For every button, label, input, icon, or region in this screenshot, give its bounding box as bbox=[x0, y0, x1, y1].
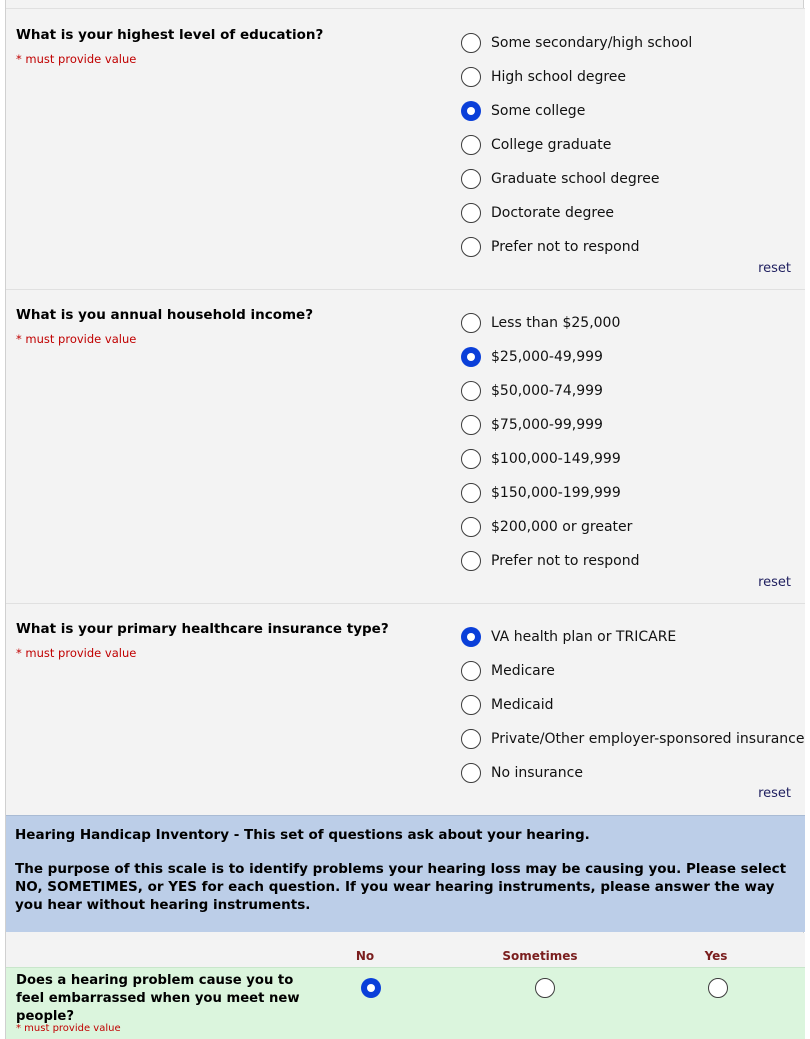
question-education bbox=[6, 8, 805, 289]
column-header-yes: Yes bbox=[704, 949, 728, 963]
reset-link[interactable]: reset bbox=[758, 786, 791, 801]
option-radio[interactable]: Some college bbox=[461, 100, 585, 122]
option-radio[interactable]: Less than $25,000 bbox=[461, 312, 620, 334]
radio-icon[interactable] bbox=[461, 517, 481, 537]
question-title: What is your primary healthcare insurance type? bbox=[16, 621, 389, 637]
option-radio[interactable]: No insurance bbox=[461, 762, 583, 784]
radio-selected-icon[interactable] bbox=[461, 627, 481, 647]
option-radio[interactable]: Graduate school degree bbox=[461, 168, 659, 190]
radio-icon[interactable] bbox=[461, 449, 481, 469]
option-radio[interactable]: Prefer not to respond bbox=[461, 236, 639, 258]
radio-icon[interactable] bbox=[461, 237, 481, 257]
option-radio[interactable]: $25,000-49,999 bbox=[461, 346, 603, 368]
radio-icon[interactable] bbox=[461, 135, 481, 155]
radio-icon[interactable] bbox=[461, 695, 481, 715]
option-radio[interactable]: VA health plan or TRICARE bbox=[461, 626, 676, 648]
option-radio[interactable]: Prefer not to respond bbox=[461, 550, 639, 572]
question-title: What is you annual household income? bbox=[16, 307, 314, 323]
matrix-header bbox=[6, 933, 805, 967]
matrix-question: Does a hearing problem cause you to feel embarrassed when you meet new people? bbox=[16, 973, 300, 1024]
radio-selected-icon[interactable] bbox=[461, 101, 481, 121]
option-radio[interactable]: Medicaid bbox=[461, 694, 554, 716]
radio-no-selected-icon[interactable] bbox=[361, 978, 381, 998]
option-radio[interactable]: $75,000-99,999 bbox=[461, 414, 603, 436]
radio-icon[interactable] bbox=[461, 313, 481, 333]
radio-icon[interactable] bbox=[461, 483, 481, 503]
reset-link[interactable]: reset bbox=[758, 261, 791, 276]
option-radio[interactable]: $100,000-149,999 bbox=[461, 448, 621, 470]
radio-icon[interactable] bbox=[461, 729, 481, 749]
radio-icon[interactable] bbox=[461, 67, 481, 87]
section-title: Hearing Handicap Inventory - This set of questions ask about your hearing. bbox=[15, 827, 590, 843]
required-note: * must provide value bbox=[16, 646, 137, 660]
radio-icon[interactable] bbox=[461, 763, 481, 783]
question-title: What is your highest level of education? bbox=[16, 27, 324, 43]
option-radio[interactable]: Doctorate degree bbox=[461, 202, 614, 224]
radio-icon[interactable] bbox=[461, 381, 481, 401]
column-header-no: No bbox=[355, 949, 375, 963]
survey-page bbox=[5, 0, 804, 1039]
column-header-sometimes: Sometimes bbox=[502, 949, 578, 963]
radio-yes-icon[interactable] bbox=[708, 978, 728, 998]
option-radio[interactable]: High school degree bbox=[461, 66, 626, 88]
option-radio[interactable]: Medicare bbox=[461, 660, 555, 682]
radio-icon[interactable] bbox=[461, 661, 481, 681]
required-note: * must provide value bbox=[16, 332, 137, 346]
required-note: * must provide value bbox=[16, 1023, 121, 1034]
radio-sometimes-icon[interactable] bbox=[535, 978, 555, 998]
radio-icon[interactable] bbox=[461, 203, 481, 223]
option-radio[interactable]: $200,000 or greater bbox=[461, 516, 632, 538]
section-header bbox=[6, 815, 805, 932]
matrix-row bbox=[6, 967, 805, 1039]
question-income bbox=[6, 289, 805, 603]
radio-icon[interactable] bbox=[461, 415, 481, 435]
reset-link[interactable]: reset bbox=[758, 575, 791, 590]
option-radio[interactable]: $50,000-74,999 bbox=[461, 380, 603, 402]
option-radio[interactable]: Some secondary/high school bbox=[461, 32, 692, 54]
section-description: The purpose of this scale is to identify problems your hearing loss may be causing you. Please select NO, SOMETIMES, or YES for each question. If you wear hearing instruments, please answer the way you hear without hearing instruments. bbox=[15, 861, 787, 913]
radio-icon[interactable] bbox=[461, 551, 481, 571]
radio-icon[interactable] bbox=[461, 169, 481, 189]
radio-selected-icon[interactable] bbox=[461, 347, 481, 367]
question-insurance bbox=[6, 603, 805, 815]
required-note: * must provide value bbox=[16, 52, 137, 66]
option-radio[interactable]: College graduate bbox=[461, 134, 611, 156]
option-radio[interactable]: $150,000-199,999 bbox=[461, 482, 621, 504]
option-radio[interactable]: Private/Other employer-sponsored insurance bbox=[461, 728, 804, 750]
radio-icon[interactable] bbox=[461, 33, 481, 53]
